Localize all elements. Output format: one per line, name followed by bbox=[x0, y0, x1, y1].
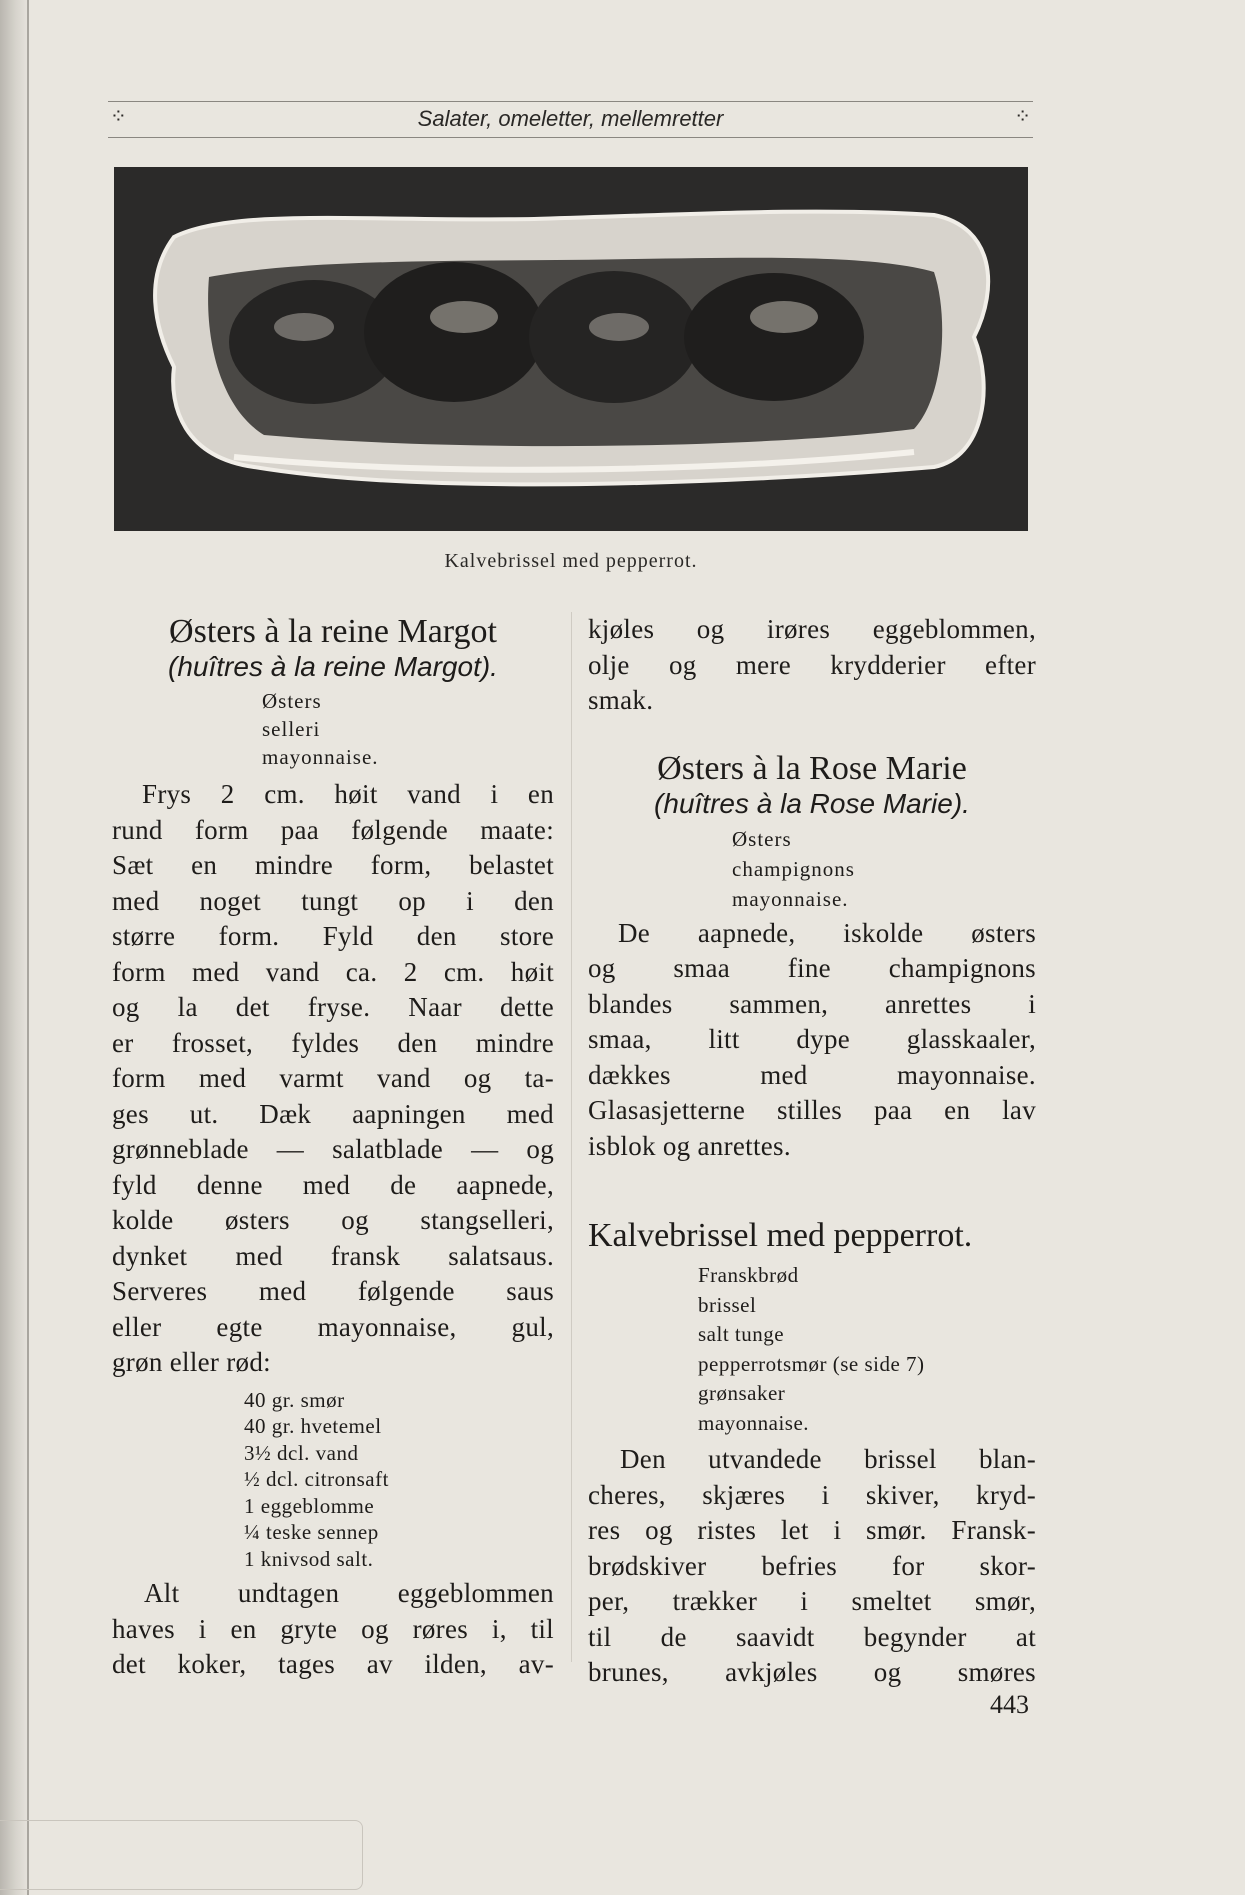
header-rule-top bbox=[108, 101, 1033, 102]
sauce-instructions bbox=[112, 1576, 554, 1683]
left-column bbox=[112, 612, 554, 1683]
text-line: isblok og anrettes. bbox=[588, 1130, 791, 1161]
dish-photo bbox=[114, 167, 1028, 531]
recipe-title-kalvebrissel: Kalvebrissel med pepperrot. bbox=[588, 1217, 973, 1255]
ingredient-item: mayonnaise. bbox=[698, 1410, 810, 1435]
recipe-subtitle-osters-margot: (huîtres à la reine Margot). bbox=[168, 651, 498, 683]
ingredient-list bbox=[698, 1261, 1036, 1438]
recipe-instructions bbox=[588, 916, 1036, 1165]
sauce-instructions-continued bbox=[588, 612, 1036, 719]
text-line: per, trækker i smeltet smør, bbox=[588, 1586, 1036, 1617]
header-rule-bottom bbox=[108, 137, 1033, 138]
text-line: kolde østers og stangselleri, bbox=[112, 1205, 554, 1236]
ingredient-list bbox=[732, 824, 1036, 914]
text-line: Den utvandede brissel blan- bbox=[620, 1444, 1036, 1475]
text-line: Glasasjetterne stilles paa en lav bbox=[588, 1095, 1036, 1126]
sauce-ingredient-item: 1 eggeblomme bbox=[244, 1493, 375, 1518]
ingredient-item: champignons bbox=[732, 856, 855, 881]
ingredient-item: salt tunge bbox=[698, 1322, 785, 1347]
text-line: grøn eller rød: bbox=[112, 1347, 271, 1378]
text-line: grønneblade — salatblade — og bbox=[112, 1134, 554, 1165]
ornament-left-icon: ⁘ bbox=[110, 106, 127, 128]
text-line: blandes sammen, anrettes i bbox=[588, 988, 1036, 1019]
sauce-ingredient-item: 3½ dcl. vand bbox=[244, 1440, 359, 1465]
sauce-ingredient-item: ½ dcl. citronsaft bbox=[244, 1467, 389, 1492]
page-gutter-line bbox=[27, 0, 29, 1895]
text-line: rund form paa følgende maate: bbox=[112, 814, 554, 845]
sauce-ingredient-list bbox=[244, 1387, 554, 1573]
ingredient-item: brissel bbox=[698, 1292, 757, 1317]
text-line: form med varmt vand og ta- bbox=[112, 1063, 554, 1094]
right-column bbox=[588, 612, 1036, 1691]
recipe-instructions bbox=[112, 777, 554, 1381]
text-line: brunes, avkjøles og smøres bbox=[588, 1657, 1036, 1688]
text-line: det koker, tages av ilden, av- bbox=[112, 1649, 554, 1680]
recipe-title-osters-margot: Østers à la reine Margot bbox=[169, 613, 497, 650]
text-line: De aapnede, iskolde østers bbox=[618, 917, 1036, 948]
text-line: dækkes med mayonnaise. bbox=[588, 1059, 1036, 1090]
ingredient-list bbox=[262, 687, 554, 771]
running-header-title: Salater, omeletter, mellemretter bbox=[417, 106, 724, 131]
text-line: smak. bbox=[588, 685, 654, 715]
recipe-title-osters-rose-marie: Østers à la Rose Marie bbox=[657, 749, 967, 787]
text-line: dynket med fransk salatsaus. bbox=[112, 1240, 554, 1271]
text-line: smaa, litt dype glasskaaler, bbox=[588, 1024, 1036, 1055]
page-number: 443 bbox=[990, 1690, 1029, 1719]
recipe-instructions bbox=[588, 1442, 1036, 1691]
ingredient-item: mayonnaise. bbox=[732, 886, 849, 911]
text-line: olje og mere krydderier efter bbox=[588, 649, 1036, 680]
text-line: til de saavidt begynder at bbox=[588, 1621, 1036, 1652]
ingredient-item: Franskbrød bbox=[698, 1263, 799, 1288]
text-line: ges ut. Dæk aapningen med bbox=[112, 1098, 554, 1129]
ingredient-item: pepperrotsmør (se side 7) bbox=[698, 1351, 925, 1376]
page-corner-tab bbox=[0, 1820, 363, 1890]
text-line: cheres, skjæres i skiver, kryd- bbox=[588, 1479, 1036, 1510]
page-gutter-shadow bbox=[0, 0, 28, 1895]
ingredient-item: mayonnaise. bbox=[262, 745, 379, 770]
ingredient-item: Østers bbox=[732, 826, 792, 851]
text-line: brødskiver befries for skor- bbox=[588, 1550, 1036, 1581]
text-line: og smaa fine champignons bbox=[588, 953, 1036, 984]
text-line: res og ristes let i smør. Fransk- bbox=[588, 1515, 1036, 1546]
text-line: Serveres med følgende saus bbox=[112, 1276, 554, 1307]
text-line: form med vand ca. 2 cm. høit bbox=[112, 956, 554, 987]
text-line: haves i en gryte og røres i, til bbox=[112, 1613, 554, 1644]
sauce-ingredient-item: ¼ teske sennep bbox=[244, 1520, 379, 1545]
text-line: eller egte mayonnaise, gul, bbox=[112, 1311, 554, 1342]
ingredient-item: grønsaker bbox=[698, 1381, 786, 1406]
ingredient-item: selleri bbox=[262, 717, 321, 742]
text-line: større form. Fyld den store bbox=[112, 921, 554, 952]
text-line: er frosset, fyldes den mindre bbox=[112, 1027, 554, 1058]
photo-caption: Kalvebrissel med pepperrot. bbox=[444, 550, 698, 572]
sauce-ingredient-item: 40 gr. hvetemel bbox=[244, 1414, 382, 1439]
text-line: Sæt en mindre form, belastet bbox=[112, 850, 554, 881]
recipe-subtitle-osters-rose-marie: (huîtres à la Rose Marie). bbox=[654, 787, 970, 819]
sauce-ingredient-item: 40 gr. smør bbox=[244, 1387, 345, 1412]
text-line: kjøles og irøres eggeblommen, bbox=[588, 614, 1036, 644]
running-header bbox=[108, 104, 1033, 134]
text-line: med noget tungt op i den bbox=[112, 885, 554, 916]
text-line: fyld denne med de aapnede, bbox=[112, 1169, 554, 1200]
ornament-right-icon: ⁘ bbox=[1014, 106, 1031, 128]
ingredient-item: Østers bbox=[262, 689, 322, 714]
column-divider bbox=[571, 612, 572, 1662]
text-line: Frys 2 cm. høit vand i en bbox=[142, 779, 554, 810]
sauce-ingredient-item: 1 knivsod salt. bbox=[244, 1546, 374, 1571]
text-line: Alt undtagen eggeblommen bbox=[144, 1578, 554, 1609]
text-line: og la det fryse. Naar dette bbox=[112, 992, 554, 1023]
serving-dish-illustration bbox=[114, 167, 1028, 531]
